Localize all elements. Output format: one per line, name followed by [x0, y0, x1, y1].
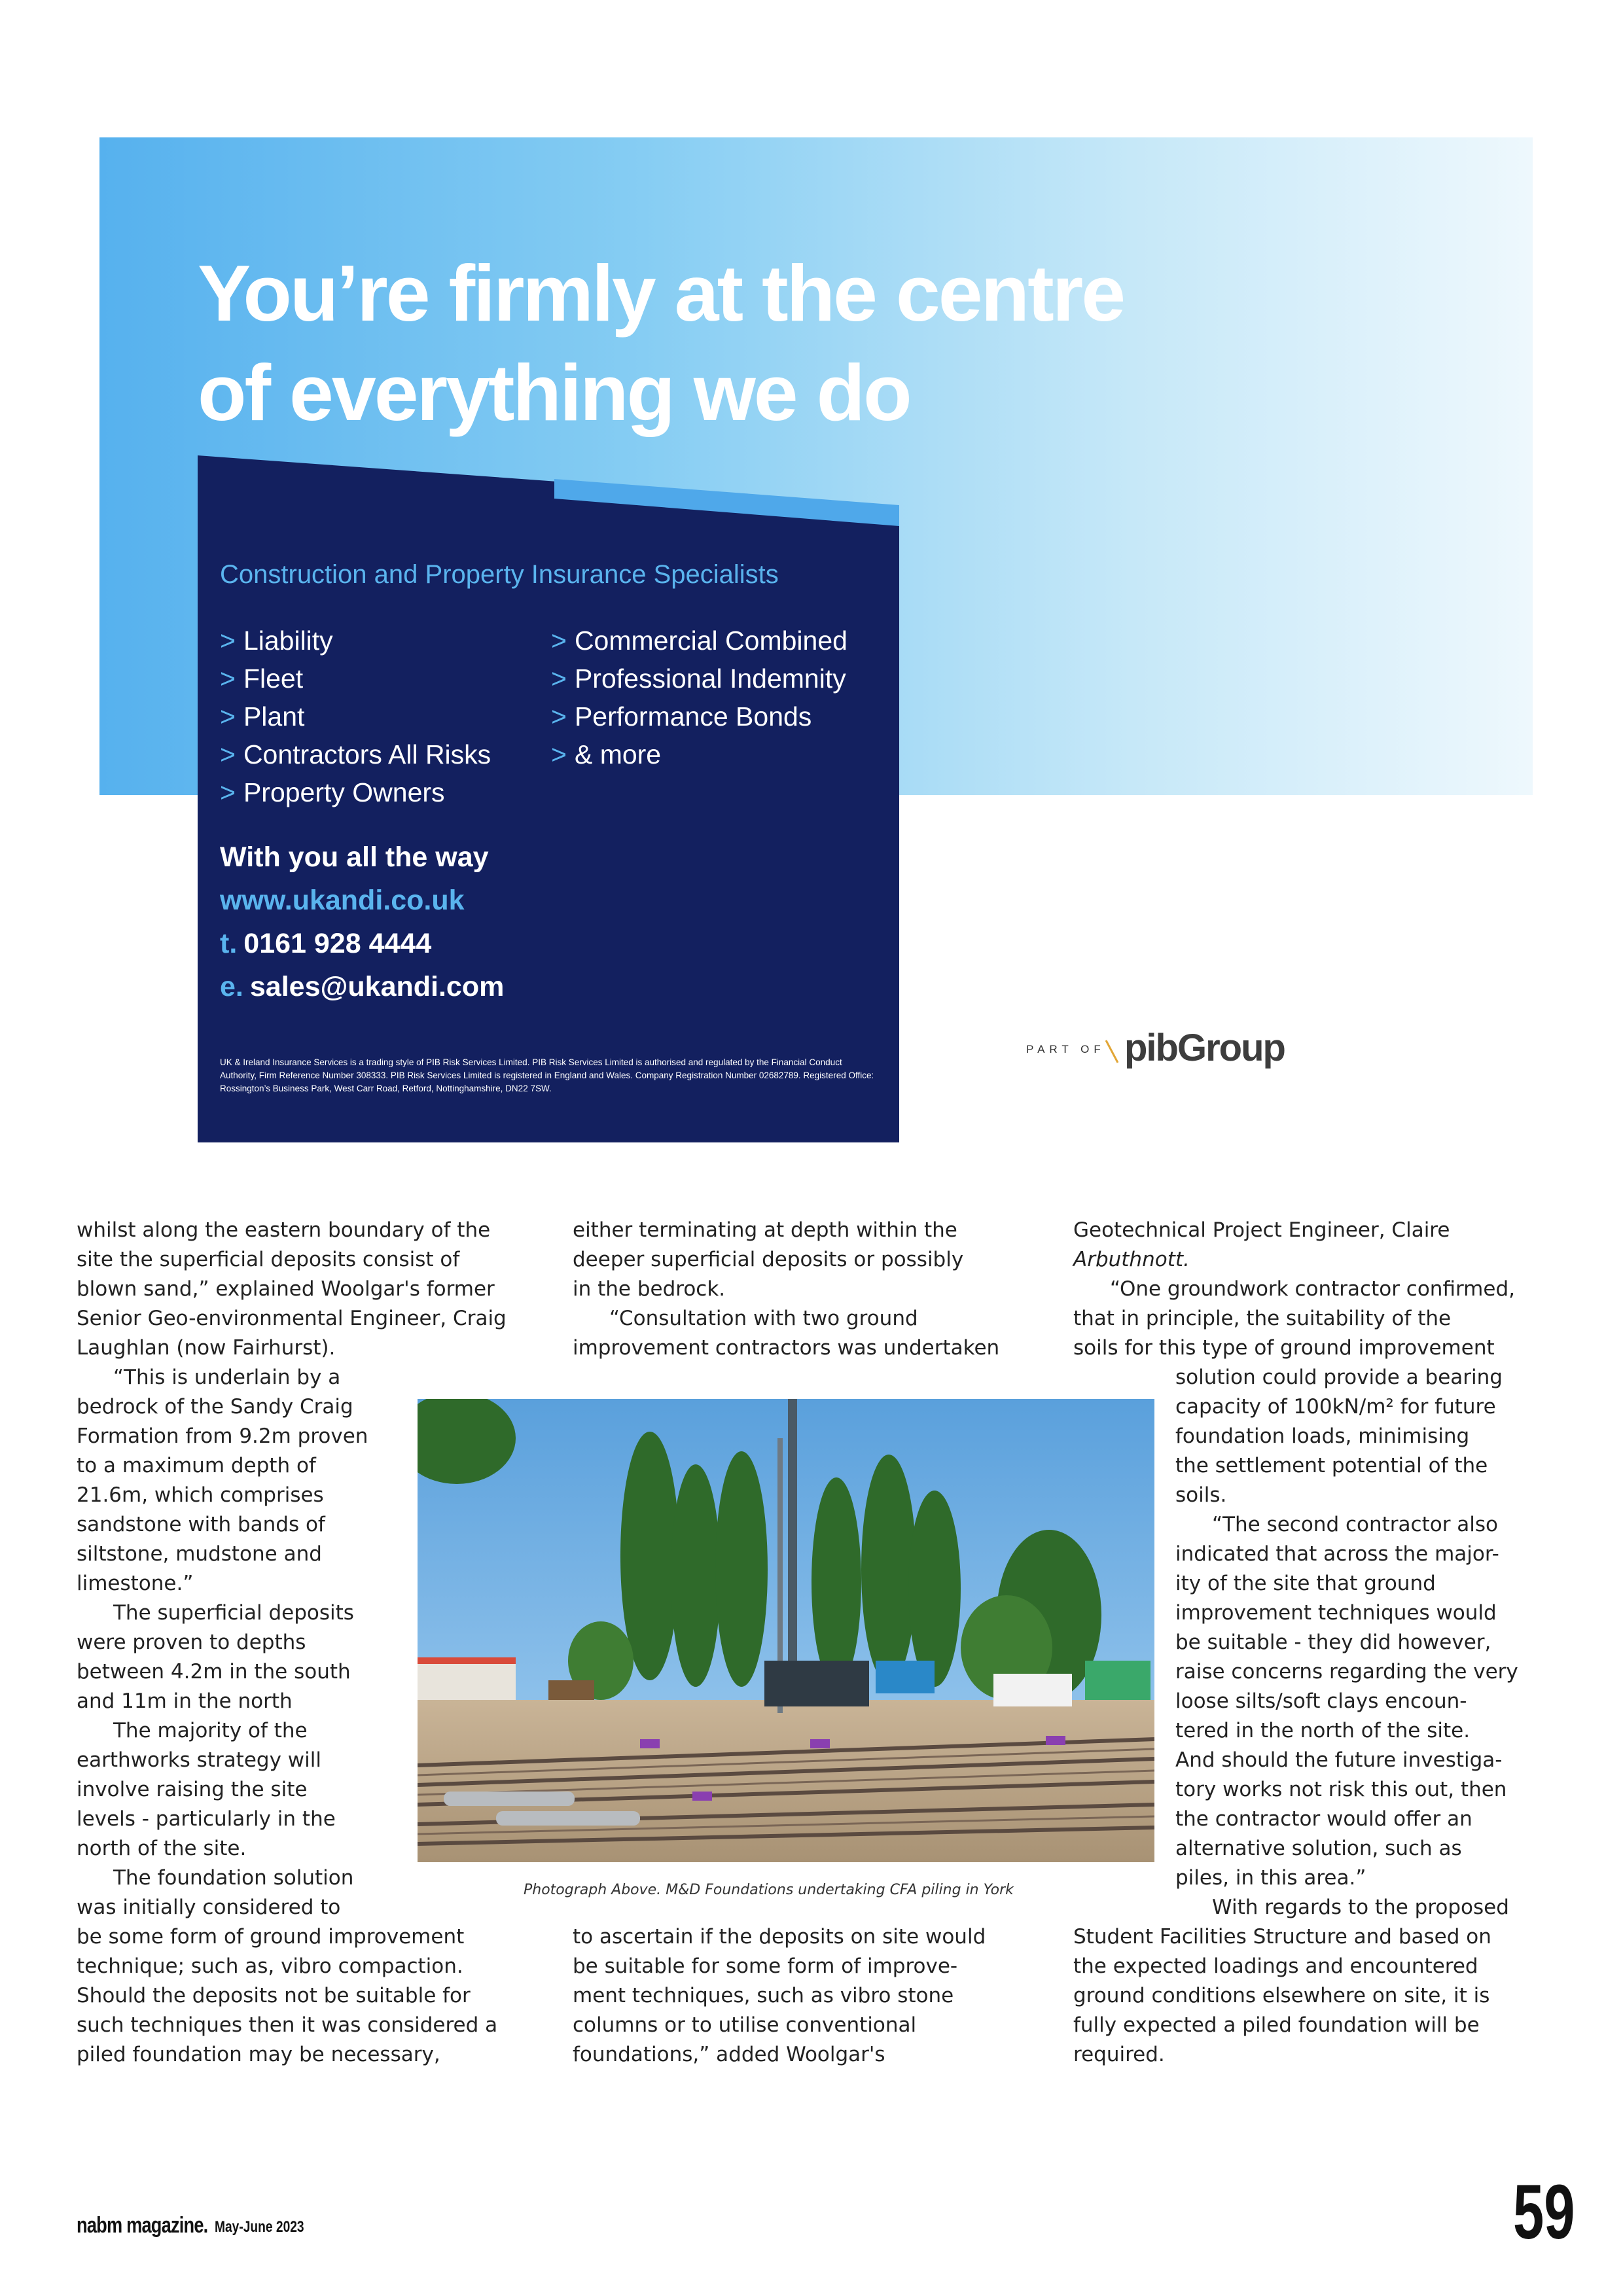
- text-line: improvement techniques would: [1175, 1601, 1497, 1625]
- advert-subtitle: Construction and Property Insurance Specialists: [220, 560, 779, 589]
- text-line: indicated that across the major-: [1175, 1542, 1499, 1566]
- text-line: raise concerns regarding the very: [1175, 1660, 1518, 1684]
- text-line: piled foundation may be necessary,: [77, 2043, 440, 2066]
- service-item: [551, 622, 847, 660]
- advert-tagline: With you all the way: [220, 841, 489, 873]
- text-line: Formation from 9.2m proven: [77, 1424, 368, 1448]
- text-line: be suitable - they did however,: [1175, 1631, 1491, 1654]
- text-line: in the bedrock.: [573, 1277, 726, 1301]
- text-line: Laughlan (now Fairhurst).: [77, 1336, 336, 1360]
- text-line: “Consultation with two ground: [609, 1307, 918, 1330]
- text-line: 21.6m, which comprises: [77, 1483, 324, 1507]
- service-item: [220, 660, 491, 698]
- arrow-bullet-icon: >: [220, 701, 236, 732]
- logo-brand-name: pibGroup: [1124, 1027, 1285, 1069]
- text-line: site the superficial deposits consist of: [77, 1248, 460, 1271]
- text-line: “This is underlain by a: [113, 1366, 341, 1389]
- text-line: And should the future investiga-: [1175, 1748, 1503, 1772]
- service-label: Commercial Combined: [574, 626, 847, 656]
- arrow-bullet-icon: >: [220, 663, 236, 694]
- article-col3-bottom: [1073, 1922, 1491, 2070]
- text-line: the settlement potential of the: [1175, 1454, 1488, 1477]
- text-line: and 11m in the north: [77, 1689, 293, 1713]
- text-line: Senior Geo-environmental Engineer, Craig: [77, 1307, 507, 1330]
- text-line: earthworks strategy will: [77, 1748, 321, 1772]
- article-col3-top: [1073, 1216, 1515, 1363]
- text-line: Should the deposits not be suitable for: [77, 1984, 471, 2007]
- text-line: to a maximum depth of: [77, 1454, 316, 1477]
- text-line: fully expected a piled foundation will be: [1073, 2013, 1480, 2037]
- phone-number[interactable]: 0161 928 4444: [243, 928, 432, 959]
- piling-site-photo: [418, 1399, 1154, 1862]
- page-number: 59: [1513, 2169, 1575, 2255]
- article-col1-narrow: [77, 1363, 368, 1922]
- article-col3-narrow: [1175, 1363, 1518, 1922]
- footer-magazine-title: nabm magazine.: [77, 2213, 208, 2238]
- text-line: north of the site.: [77, 1837, 247, 1860]
- service-label: Professional Indemnity: [574, 663, 846, 694]
- arrow-bullet-icon: >: [551, 663, 567, 694]
- service-label: Contractors All Risks: [243, 739, 491, 769]
- arrow-bullet-icon: >: [220, 739, 236, 769]
- text-line: were proven to depths: [77, 1631, 306, 1654]
- service-label: & more: [574, 739, 662, 769]
- advert-legal-text: UK & Ireland Insurance Services is a trading style of PIB Risk Services Limited. PIB Risk Services Limited is authorised and regulated by the Financial Conduct Authority, Firm Reference Number 308333. PIB Risk Services Limited is registered in England and Wales. Company Registration Number 02682789. Registered Office: Rossington’s Business Park, West Carr Road, Retford, Nottinghamshire, DN22 7SW.: [220, 1057, 874, 1093]
- text-line: bedrock of the Sandy Craig: [77, 1395, 353, 1419]
- text-line: the expected loadings and encountered: [1073, 1954, 1478, 1978]
- text-line: soils for this type of ground improvement: [1073, 1336, 1495, 1360]
- service-label: Plant: [243, 701, 305, 732]
- text-line: soils.: [1175, 1483, 1227, 1507]
- text-line: foundations,” added Woolgar's: [573, 2043, 885, 2066]
- text-line: piles, in this area.”: [1175, 1866, 1366, 1890]
- text-line: tered in the north of the site.: [1175, 1719, 1471, 1742]
- text-line: siltstone, mudstone and: [77, 1542, 322, 1566]
- text-line: such techniques then it was considered a: [77, 2013, 498, 2037]
- text-line: With regards to the proposed: [1212, 1896, 1509, 1919]
- text-line: was initially considered to: [77, 1896, 341, 1919]
- arrow-bullet-icon: >: [551, 701, 567, 732]
- advert-headline-line-2: of everything we do: [198, 348, 910, 437]
- arrow-bullet-icon: >: [551, 626, 567, 656]
- text-line: the contractor would offer an: [1175, 1807, 1472, 1831]
- text-line: columns or to utilise conventional: [573, 2013, 917, 2037]
- advert-headline: [198, 243, 1179, 442]
- text-line: The superficial deposits: [113, 1601, 354, 1625]
- service-item: [220, 735, 491, 773]
- phone-prefix: t.: [220, 928, 238, 959]
- text-line: between 4.2m in the south: [77, 1660, 351, 1684]
- advert-phone: [220, 928, 431, 960]
- advert-services-list-left: [220, 622, 491, 811]
- text-line: “The second contractor also: [1212, 1513, 1499, 1536]
- text-line: either terminating at depth within the: [573, 1218, 957, 1242]
- text-line: foundation loads, minimising: [1175, 1424, 1470, 1448]
- text-line: deeper superficial deposits or possibly: [573, 1248, 964, 1271]
- advert-email: [220, 971, 504, 1003]
- advert-services-list-right: [551, 622, 847, 773]
- text-line: ground conditions elsewhere on site, it is: [1073, 1984, 1490, 2007]
- text-line: sandstone with bands of: [77, 1513, 325, 1536]
- service-label: Performance Bonds: [574, 701, 812, 732]
- advert-headline-line-1: You’re firmly at the centre: [198, 249, 1124, 338]
- text-line: technique; such as, vibro compaction.: [77, 1954, 463, 1978]
- text-line: that in principle, the suitability of the: [1073, 1307, 1452, 1330]
- text-line: The foundation solution: [113, 1866, 354, 1890]
- text-line: limestone.”: [77, 1572, 194, 1595]
- service-item: [220, 622, 491, 660]
- article-col1-bottom: [77, 1922, 497, 2070]
- text-line: ity of the site that ground: [1175, 1572, 1436, 1595]
- arrow-bullet-icon: >: [551, 739, 567, 769]
- text-line: required.: [1073, 2043, 1165, 2066]
- text-line: improvement contractors was undertaken: [573, 1336, 1000, 1360]
- text-line: Geotechnical Project Engineer, Claire: [1073, 1218, 1450, 1242]
- text-line: be some form of ground improvement: [77, 1925, 465, 1949]
- pib-group-logo: [1026, 1026, 1314, 1069]
- service-label: Property Owners: [243, 777, 445, 807]
- text-line: loose silts/soft clays encoun-: [1175, 1689, 1467, 1713]
- text-line: Arbuthnott.: [1073, 1248, 1190, 1271]
- logo-part-of-text: PART OF: [1026, 1043, 1105, 1055]
- text-line: tory works not risk this out, then: [1175, 1778, 1507, 1801]
- photo-caption: Photograph Above. M&D Foundations undertaking CFA piling in York: [524, 1882, 1014, 1898]
- text-line: involve raising the site: [77, 1778, 308, 1801]
- text-line: The majority of the: [113, 1719, 308, 1742]
- email-prefix: e.: [220, 971, 243, 1002]
- article-col1-top: [77, 1216, 507, 1363]
- text-line: levels - particularly in the: [77, 1807, 336, 1831]
- text-line: “One groundwork contractor confirmed,: [1110, 1277, 1515, 1301]
- text-line: alternative solution, such as: [1175, 1837, 1462, 1860]
- text-line: blown sand,” explained Woolgar's former: [77, 1277, 495, 1301]
- footer-issue-date: May-June 2023: [215, 2218, 304, 2236]
- advert-panel: [198, 455, 899, 1142]
- article-col2-bottom: [573, 1922, 986, 2070]
- arrow-bullet-icon: >: [220, 626, 236, 656]
- advert-website-link[interactable]: www.ukandi.co.uk: [220, 885, 465, 916]
- text-line: whilst along the eastern boundary of the: [77, 1218, 491, 1242]
- service-item: [551, 735, 847, 773]
- arrow-bullet-icon: >: [220, 777, 236, 807]
- text-line: capacity of 100kN/m² for future: [1175, 1395, 1496, 1419]
- email-address[interactable]: sales@ukandi.com: [249, 971, 505, 1002]
- text-line: Student Facilities Structure and based on: [1073, 1925, 1491, 1949]
- service-label: Liability: [243, 626, 333, 656]
- service-item: [551, 698, 847, 735]
- text-line: be suitable for some form of improve-: [573, 1954, 958, 1978]
- text-line: to ascertain if the deposits on site would: [573, 1925, 986, 1949]
- service-item: [551, 660, 847, 698]
- text-line: ment techniques, such as vibro stone: [573, 1984, 954, 2007]
- service-item: [220, 773, 491, 811]
- service-item: [220, 698, 491, 735]
- article-col2-top: [573, 1216, 999, 1363]
- logo-slash-icon: [1099, 1029, 1126, 1068]
- text-line: solution could provide a bearing: [1175, 1366, 1503, 1389]
- service-label: Fleet: [243, 663, 304, 694]
